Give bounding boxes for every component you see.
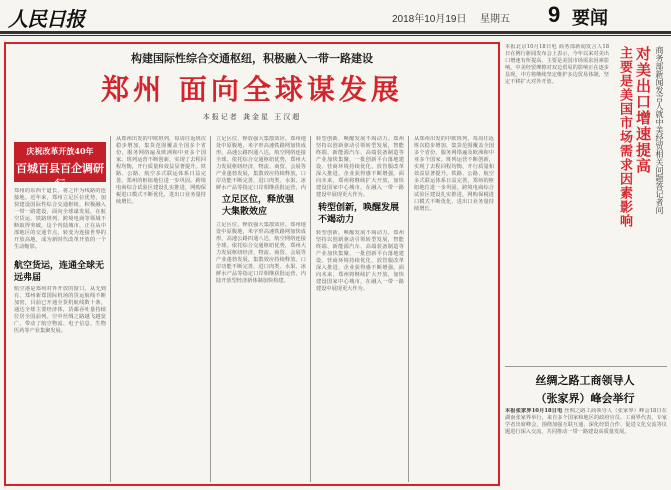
article-headline: 郑州 面向全球谋发展 <box>101 73 403 106</box>
section-title: 要闻 <box>572 8 608 29</box>
page-number: 9 <box>548 2 561 27</box>
main-article-box <box>4 42 500 486</box>
lower-article-body <box>505 408 667 486</box>
article-column-1a: 郑州的东西干道长，将之作为线路的连接地。近年来，郑州立足区位优势，加快建设国际性综合交通枢纽，积极融入一带一路建设，面向全球谋发展，在航空货运、铁路班列、跨境电商等领域不断取得突破。这个内陆城市，正在从中部地区的交通节点，转变为连接世界的开放高地，成为新时代改革开放的一个生动缩影。 <box>14 188 106 250</box>
column-divider <box>310 136 311 482</box>
column-divider <box>408 136 409 482</box>
article-column-5: 从郑州出发的中欧班列，每周往返班次稳步增加，集货范围覆盖全国多个省份，服务网络遍及欧洲和中亚多个国家。班列运营不断创新，实现了去程回程均衡，开行质量和效益显著提升。铁路、公路、航空多式联运体系日益完善，郑州的枢纽地位进一步巩固。跨境电商综合试验区建设扎实推进，网购保税进口模式不断优化，进出口业务量持续增长。 <box>414 136 494 212</box>
section-divider <box>505 366 667 367</box>
column-divider <box>110 136 111 482</box>
right-article-body: 本报北京10月18日电 商务部新闻发言人18日在例行新闻发布会上表示，今年以来对美出口增速有所提高，主要是美国市场需求因素影响。中美经贸摩擦对双边贸易的影响正在逐步显现，中方将继续坚定维护多边贸易体制，坚定不移扩大对外开放。 <box>505 44 609 85</box>
article-column-4a: 转型创新，唤醒发展不竭动力。郑州坚持以创新驱动引领转型发展，智能终端、新能源汽车、高端装备制造等产业加快集聚，一批创新平台落地建设。营商环境持续优化，放管服改革深入推进，企业获得感不断增强。面向未来，郑州将继续扩大开放，加快建设国家中心城市，在融入一带一路建设中展现更大作为。 <box>316 136 404 198</box>
issue-weekday: 星期五 <box>480 14 510 25</box>
issue-date: 2018年10月19日 <box>392 14 467 25</box>
lower-article-text: 丝绸之路工商领导人（张家界）峰会18日在湖南张家界举行。来自多个国家和地区的政府官员、工商界代表、专家学者出席峰会，围绕加强互联互通、深化经贸合作、促进文化交流等议题进行深入交流，共同推动一带一路建设高质量发展。 <box>505 408 667 435</box>
article-byline: 本报记者 龚金星 王汉超 <box>202 113 302 121</box>
article-column-2: 从郑州出发的中欧班列，每周往返班次稳步增加，集货范围覆盖全国多个省份，服务网络遍及欧洲和中亚多个国家。班列运营不断创新，实现了去程回程均衡，开行质量和效益显著提升。铁路、公路、航空多式联运体系日益完善，郑州的枢纽地位进一步巩固。跨境电商综合试验区建设扎实推进，网购保税进口模式不断优化，进出口业务量持续增长。 <box>116 136 206 205</box>
masthead-rule <box>0 31 671 34</box>
article-kicker: 构建国际性综合交通枢纽，积极融入一带一路建设 <box>131 52 373 65</box>
series-banner-line2: 百城百县百企调研行 <box>16 162 104 191</box>
masthead-rule-thin <box>0 35 671 36</box>
lower-article-headline-2: （张家界）峰会举行 <box>535 392 635 405</box>
article-column-3b: 立足区位，释放强大集散效应。郑州地处中原腹地，米字形高速铁路网加快成形，高速公路四通八达，航空网络连接全球。依托综合交通枢纽优势，郑州大力发展枢纽经济，物流、商贸、会展等产业蓬勃发展，集散效应持续释放。口岸功能不断完善，进口肉类、水果、冰鲜水产品等指定口岸相继获批运营，内陆开放型经济新体制加快构建。 <box>216 222 306 284</box>
subhead-location: 立足区位，释放强大集散效应 <box>222 195 295 217</box>
lower-article-byline: 本报张家界10月18日电 <box>505 408 563 414</box>
lower-article-headline-block <box>505 372 665 406</box>
right-article-headline: 对美出口增速提高 <box>634 46 652 174</box>
series-banner-line1: 庆祝改革开放40年 <box>26 146 94 156</box>
article-column-3a: 立足区位，释放强大集散效应。郑州地处中原腹地，米字形高速铁路网加快成形，高速公路四通八达，航空网络连接全球。依托综合交通枢纽优势，郑州大力发展枢纽经济，物流、商贸、会展等产业蓬勃发展，集散效应持续释放。口岸功能不断完善，进口肉类、水果、冰鲜水产品等指定口岸相继获批运营，内 <box>216 136 306 190</box>
right-article-subline: 商务部新闻发言人就中美经贸相关问题答记者问 <box>655 46 664 214</box>
column-divider <box>210 136 211 482</box>
series-banner <box>14 142 106 191</box>
lower-article-headline-1: 丝绸之路工商领导人 <box>535 374 635 387</box>
subhead-air-cargo: 航空货运，连通全球无远弗届 <box>14 261 105 283</box>
subhead-innovation: 转型创新，唤醒发展不竭动力 <box>318 203 400 225</box>
masthead <box>0 0 671 34</box>
article-column-4b: 转型创新，唤醒发展不竭动力。郑州坚持以创新驱动引领转型发展，智能终端、新能源汽车、高端装备制造等产业加快集聚，一批创新平台落地建设。营商环境持续优化，放管服改革深入推进，企业获得感不断增强。面向未来，郑州将继续扩大开放，加快建设国家中心城市，在融入一带一路建设中展现更大作为。 <box>316 230 404 292</box>
right-article-headline-block <box>612 42 666 262</box>
right-article-headline-2: 主要是美国市场需求因素影响 <box>617 46 632 228</box>
newspaper-name: 人民日报 <box>8 7 84 31</box>
article-column-1b: 航空港是郑州对外开放的窗口。从无到有，郑州新郑国际机场的货运航线不断加密，目前已开通全货机航线数十条，通达全球主要经济体，货邮吞吐量持续位居全国前列。空中丝绸之路越飞越宽广，带动了航空物流、电子信息、生物医药等产业集聚发展。 <box>14 286 106 334</box>
